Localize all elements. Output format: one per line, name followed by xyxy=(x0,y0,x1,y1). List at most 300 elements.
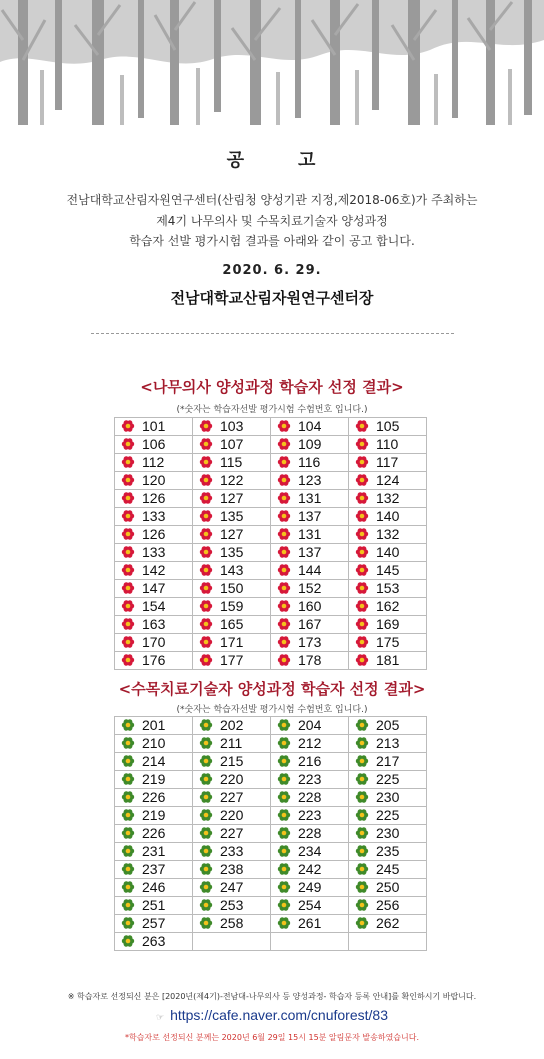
exam-number: 262 xyxy=(376,915,400,931)
exam-number: 249 xyxy=(298,879,322,895)
table-row xyxy=(115,717,427,735)
result-cell xyxy=(271,789,349,807)
result-cell xyxy=(115,454,193,472)
red-flower-icon xyxy=(355,599,369,613)
green-flower-icon xyxy=(199,898,213,912)
red-flower-icon xyxy=(121,455,135,469)
exam-number: 230 xyxy=(376,789,400,805)
result-cell xyxy=(193,598,271,616)
exam-number: 135 xyxy=(220,508,244,524)
table-row xyxy=(115,526,427,544)
result-cell xyxy=(349,897,427,915)
green-flower-icon xyxy=(277,736,291,750)
result-cell xyxy=(271,807,349,825)
exam-number: 231 xyxy=(142,843,166,859)
notice-intro xyxy=(0,190,544,252)
green-flower-icon xyxy=(355,862,369,876)
winter-forest-banner xyxy=(0,0,544,125)
result-cell xyxy=(349,580,427,598)
result-cell xyxy=(115,526,193,544)
result-cell xyxy=(349,436,427,454)
green-flower-icon xyxy=(121,898,135,912)
result-cell xyxy=(271,652,349,670)
exam-number: 227 xyxy=(220,825,244,841)
red-flower-icon xyxy=(277,545,291,559)
result-cell xyxy=(115,843,193,861)
exam-number: 238 xyxy=(220,861,244,877)
exam-number: 178 xyxy=(298,652,322,668)
result-cell xyxy=(193,843,271,861)
result-cell xyxy=(193,735,271,753)
exam-number: 227 xyxy=(220,789,244,805)
table-row xyxy=(115,418,427,436)
red-flower-icon xyxy=(355,653,369,667)
result-cell xyxy=(349,526,427,544)
red-flower-icon xyxy=(277,509,291,523)
exam-number: 132 xyxy=(376,490,400,506)
result-cell xyxy=(115,616,193,634)
result-cell xyxy=(349,861,427,879)
result-cell xyxy=(193,879,271,897)
result-cell xyxy=(271,879,349,897)
exam-number: 162 xyxy=(376,598,400,614)
table-row xyxy=(115,562,427,580)
red-flower-icon xyxy=(121,653,135,667)
result-cell xyxy=(349,454,427,472)
result-cell xyxy=(193,771,271,789)
result-cell xyxy=(271,418,349,436)
result-cell xyxy=(193,825,271,843)
red-flower-icon xyxy=(355,437,369,451)
exam-number: 140 xyxy=(376,508,400,524)
table-row xyxy=(115,789,427,807)
green-flower-icon xyxy=(277,790,291,804)
green-flower-icon xyxy=(277,754,291,768)
exam-number: 126 xyxy=(142,526,166,542)
table-row xyxy=(115,915,427,933)
footnote-notice: ※ 학습자로 선정되신 분은 [2020년(제4기)-전남대-나무의사 등 양성과정- 학습자 등록 안내]를 확인하시기 바랍니다. xyxy=(67,992,477,1001)
result-cell xyxy=(349,825,427,843)
exam-number: 177 xyxy=(220,652,244,668)
red-flower-icon xyxy=(199,473,213,487)
green-flower-icon xyxy=(355,898,369,912)
exam-number: 120 xyxy=(142,472,166,488)
result-cell xyxy=(193,490,271,508)
green-flower-icon xyxy=(277,880,291,894)
green-flower-icon xyxy=(355,736,369,750)
exam-number: 171 xyxy=(220,634,244,650)
result-cell xyxy=(193,544,271,562)
result-cell xyxy=(193,753,271,771)
red-flower-icon xyxy=(199,653,213,667)
exam-number: 107 xyxy=(220,436,244,452)
intro-line-1: 전남대학교산림자원연구센터(산림청 양성기관 지정,제2018-06호)가 주최하는 xyxy=(66,193,478,207)
result-cell xyxy=(271,436,349,454)
notice-title xyxy=(0,146,544,172)
exam-number: 237 xyxy=(142,861,166,877)
green-flower-icon xyxy=(355,844,369,858)
exam-number: 235 xyxy=(376,843,400,859)
exam-number: 228 xyxy=(298,789,322,805)
green-flower-icon xyxy=(355,790,369,804)
table-row xyxy=(115,735,427,753)
exam-number: 201 xyxy=(142,717,166,733)
green-flower-icon xyxy=(199,772,213,786)
result-cell xyxy=(115,508,193,526)
exam-number: 250 xyxy=(376,879,400,895)
result-cell xyxy=(115,418,193,436)
exam-number: 106 xyxy=(142,436,166,452)
exam-number: 219 xyxy=(142,807,166,823)
exam-number: 251 xyxy=(142,897,166,913)
red-flower-icon xyxy=(199,491,213,505)
result-cell xyxy=(349,735,427,753)
red-flower-icon xyxy=(199,437,213,451)
red-flower-icon xyxy=(277,455,291,469)
exam-number: 254 xyxy=(298,897,322,913)
red-flower-icon xyxy=(277,473,291,487)
result-cell xyxy=(115,652,193,670)
table-row xyxy=(115,879,427,897)
result-cell xyxy=(193,616,271,634)
result-cell xyxy=(349,490,427,508)
red-flower-icon xyxy=(199,563,213,577)
exam-number: 173 xyxy=(298,634,322,650)
result-cell xyxy=(271,508,349,526)
exam-number: 258 xyxy=(220,915,244,931)
result-cell xyxy=(349,789,427,807)
section-2-heading: <수목치료기술자 양성과정 학습자 선정 결과> xyxy=(118,680,426,698)
table-row xyxy=(115,598,427,616)
result-cell xyxy=(271,861,349,879)
red-flower-icon xyxy=(355,581,369,595)
table-row xyxy=(115,580,427,598)
red-flower-icon xyxy=(121,419,135,433)
red-flower-icon xyxy=(277,437,291,451)
exam-number: 133 xyxy=(142,544,166,560)
exam-number: 181 xyxy=(376,652,400,668)
green-flower-icon xyxy=(355,808,369,822)
green-flower-icon xyxy=(277,916,291,930)
exam-number: 234 xyxy=(298,843,322,859)
exam-number: 205 xyxy=(376,717,400,733)
green-flower-icon xyxy=(121,754,135,768)
result-cell xyxy=(349,544,427,562)
exam-number: 117 xyxy=(376,454,399,470)
result-cell xyxy=(193,717,271,735)
dashed-divider xyxy=(91,333,454,334)
exam-number: 253 xyxy=(220,897,244,913)
exam-number: 175 xyxy=(376,634,400,650)
exam-number: 216 xyxy=(298,753,322,769)
red-flower-icon xyxy=(355,635,369,649)
green-flower-icon xyxy=(199,736,213,750)
table-row xyxy=(115,490,427,508)
green-flower-icon xyxy=(121,880,135,894)
red-flower-icon xyxy=(121,617,135,631)
tree-technician-result-table xyxy=(114,716,427,951)
result-cell xyxy=(271,843,349,861)
green-flower-icon xyxy=(121,790,135,804)
exam-number: 213 xyxy=(376,735,400,751)
green-flower-icon xyxy=(355,880,369,894)
exam-number: 109 xyxy=(298,436,322,452)
exam-number: 122 xyxy=(220,472,244,488)
exam-number: 176 xyxy=(142,652,166,668)
red-flower-icon xyxy=(355,563,369,577)
red-flower-icon xyxy=(355,455,369,469)
result-cell xyxy=(115,490,193,508)
green-flower-icon xyxy=(199,916,213,930)
red-flower-icon xyxy=(277,419,291,433)
exam-number: 127 xyxy=(220,490,244,506)
exam-number: 159 xyxy=(220,598,244,614)
exam-number: 115 xyxy=(220,454,243,470)
green-flower-icon xyxy=(355,754,369,768)
result-cell xyxy=(193,454,271,472)
exam-number: 202 xyxy=(220,717,244,733)
green-flower-icon xyxy=(199,754,213,768)
result-cell xyxy=(271,717,349,735)
red-flower-icon xyxy=(355,545,369,559)
exam-number: 131 xyxy=(298,526,322,542)
result-cell xyxy=(115,861,193,879)
result-cell xyxy=(271,454,349,472)
exam-number: 126 xyxy=(142,490,166,506)
exam-number: 214 xyxy=(142,753,166,769)
result-cell xyxy=(349,717,427,735)
red-flower-icon xyxy=(121,599,135,613)
exam-number: 257 xyxy=(142,915,166,931)
result-cell xyxy=(115,735,193,753)
green-flower-icon xyxy=(277,718,291,732)
exam-number: 246 xyxy=(142,879,166,895)
exam-number: 261 xyxy=(298,915,322,931)
result-cell xyxy=(349,472,427,490)
green-flower-icon xyxy=(277,772,291,786)
result-cell xyxy=(271,490,349,508)
red-flower-icon xyxy=(355,491,369,505)
result-cell xyxy=(115,933,193,951)
result-cell xyxy=(349,771,427,789)
exam-number: 220 xyxy=(220,771,244,787)
result-cell xyxy=(193,807,271,825)
result-cell xyxy=(271,753,349,771)
table-row xyxy=(115,472,427,490)
red-flower-icon xyxy=(199,527,213,541)
exam-number: 116 xyxy=(298,454,321,470)
red-flower-icon xyxy=(121,581,135,595)
exam-number: 124 xyxy=(376,472,400,488)
result-cell xyxy=(349,915,427,933)
result-cell xyxy=(193,580,271,598)
result-cell xyxy=(115,436,193,454)
red-flower-icon xyxy=(199,455,213,469)
red-flower-icon xyxy=(199,545,213,559)
table-row xyxy=(115,652,427,670)
exam-number: 137 xyxy=(298,544,322,560)
exam-number: 223 xyxy=(298,771,322,787)
result-cell xyxy=(349,933,427,951)
red-flower-icon xyxy=(199,635,213,649)
red-flower-icon xyxy=(355,527,369,541)
exam-number: 256 xyxy=(376,897,400,913)
table-row xyxy=(115,807,427,825)
intro-line-2: 제4기 나무의사 및 수목치료기술자 양성과정 xyxy=(156,213,388,228)
result-cell xyxy=(115,717,193,735)
green-flower-icon xyxy=(121,736,135,750)
green-flower-icon xyxy=(355,826,369,840)
result-cell xyxy=(271,915,349,933)
exam-number: 204 xyxy=(298,717,322,733)
pointing-hand-icon: ☞ xyxy=(156,1012,165,1022)
red-flower-icon xyxy=(121,491,135,505)
result-cell xyxy=(271,472,349,490)
exam-number: 210 xyxy=(142,735,166,751)
table-row xyxy=(115,771,427,789)
result-cell xyxy=(271,825,349,843)
result-cell xyxy=(349,598,427,616)
result-cell xyxy=(271,580,349,598)
exam-number: 242 xyxy=(298,861,322,877)
table-row xyxy=(115,897,427,915)
red-flower-icon xyxy=(121,545,135,559)
red-flower-icon xyxy=(277,527,291,541)
green-flower-icon xyxy=(199,790,213,804)
result-cell xyxy=(115,771,193,789)
result-cell xyxy=(193,789,271,807)
cafe-link-row xyxy=(0,1007,544,1023)
exam-number: 226 xyxy=(142,789,166,805)
exam-number: 101 xyxy=(142,418,166,434)
exam-number: 165 xyxy=(220,616,244,632)
green-flower-icon xyxy=(121,808,135,822)
red-flower-icon xyxy=(199,599,213,613)
table-row xyxy=(115,634,427,652)
exam-number: 144 xyxy=(298,562,322,578)
exam-number: 211 xyxy=(220,735,243,751)
green-flower-icon xyxy=(199,880,213,894)
exam-number: 163 xyxy=(142,616,166,632)
exam-number: 145 xyxy=(376,562,400,578)
result-cell xyxy=(115,879,193,897)
cafe-link[interactable]: https://cafe.naver.com/cnuforest/83 xyxy=(170,1007,388,1023)
red-flower-icon xyxy=(277,653,291,667)
notice-signer: 전남대학교산림자원연구센터장 xyxy=(170,289,374,307)
red-flower-icon xyxy=(355,617,369,631)
result-cell xyxy=(193,915,271,933)
exam-number: 147 xyxy=(142,580,166,596)
table-row xyxy=(115,436,427,454)
green-flower-icon xyxy=(121,844,135,858)
green-flower-icon xyxy=(199,862,213,876)
table-row xyxy=(115,508,427,526)
result-cell xyxy=(193,472,271,490)
result-cell xyxy=(349,634,427,652)
table-row xyxy=(115,825,427,843)
exam-number: 212 xyxy=(298,735,322,751)
green-flower-icon xyxy=(277,862,291,876)
green-flower-icon xyxy=(277,826,291,840)
result-cell xyxy=(271,771,349,789)
result-cell xyxy=(193,861,271,879)
result-cell xyxy=(115,634,193,652)
result-cell xyxy=(349,418,427,436)
red-flower-icon xyxy=(355,419,369,433)
result-cell xyxy=(193,634,271,652)
red-flower-icon xyxy=(277,617,291,631)
section-1-note: (*숫자는 학습자선발 평가시험 수험번호 입니다.) xyxy=(176,405,368,415)
table-row xyxy=(115,843,427,861)
red-flower-icon xyxy=(277,581,291,595)
red-flower-icon xyxy=(199,419,213,433)
green-flower-icon xyxy=(121,826,135,840)
red-flower-icon xyxy=(355,473,369,487)
result-cell xyxy=(349,753,427,771)
result-cell xyxy=(115,915,193,933)
exam-number: 233 xyxy=(220,843,244,859)
green-flower-icon xyxy=(121,916,135,930)
result-cell xyxy=(193,652,271,670)
exam-number: 217 xyxy=(376,753,400,769)
result-cell xyxy=(271,598,349,616)
result-cell xyxy=(115,598,193,616)
exam-number: 143 xyxy=(220,562,244,578)
exam-number: 150 xyxy=(220,580,244,596)
tree-doctor-result-table xyxy=(114,417,427,670)
exam-number: 112 xyxy=(142,454,165,470)
table-row xyxy=(115,861,427,879)
result-cell xyxy=(349,652,427,670)
exam-number: 135 xyxy=(220,544,244,560)
result-cell xyxy=(271,616,349,634)
result-cell xyxy=(193,933,271,951)
result-cell xyxy=(115,789,193,807)
green-flower-icon xyxy=(199,826,213,840)
exam-number: 105 xyxy=(376,418,400,434)
table-row xyxy=(115,454,427,472)
exam-number: 153 xyxy=(376,580,400,596)
result-cell xyxy=(349,843,427,861)
result-cell xyxy=(193,508,271,526)
exam-number: 247 xyxy=(220,879,244,895)
exam-number: 132 xyxy=(376,526,400,542)
green-flower-icon xyxy=(355,916,369,930)
result-cell xyxy=(115,807,193,825)
result-cell xyxy=(271,634,349,652)
green-flower-icon xyxy=(355,772,369,786)
exam-number: 160 xyxy=(298,598,322,614)
result-cell xyxy=(271,562,349,580)
notice-date: 2020. 6. 29. xyxy=(222,263,322,278)
exam-number: 215 xyxy=(220,753,244,769)
red-flower-icon xyxy=(121,437,135,451)
result-cell xyxy=(115,562,193,580)
table-row xyxy=(115,544,427,562)
intro-line-3: 학습자 선발 평가시험 결과를 아래와 같이 공고 합니다. xyxy=(129,234,415,248)
green-flower-icon xyxy=(199,808,213,822)
exam-number: 140 xyxy=(376,544,400,560)
green-flower-icon xyxy=(199,718,213,732)
green-flower-icon xyxy=(277,808,291,822)
result-cell xyxy=(193,562,271,580)
green-flower-icon xyxy=(277,844,291,858)
exam-number: 152 xyxy=(298,580,322,596)
section-1-heading: <나무의사 양성과정 학습자 선정 결과> xyxy=(140,378,404,396)
green-flower-icon xyxy=(199,844,213,858)
exam-number: 133 xyxy=(142,508,166,524)
section-2-note: (*숫자는 학습자선발 평가시험 수험번호 입니다.) xyxy=(176,705,368,715)
